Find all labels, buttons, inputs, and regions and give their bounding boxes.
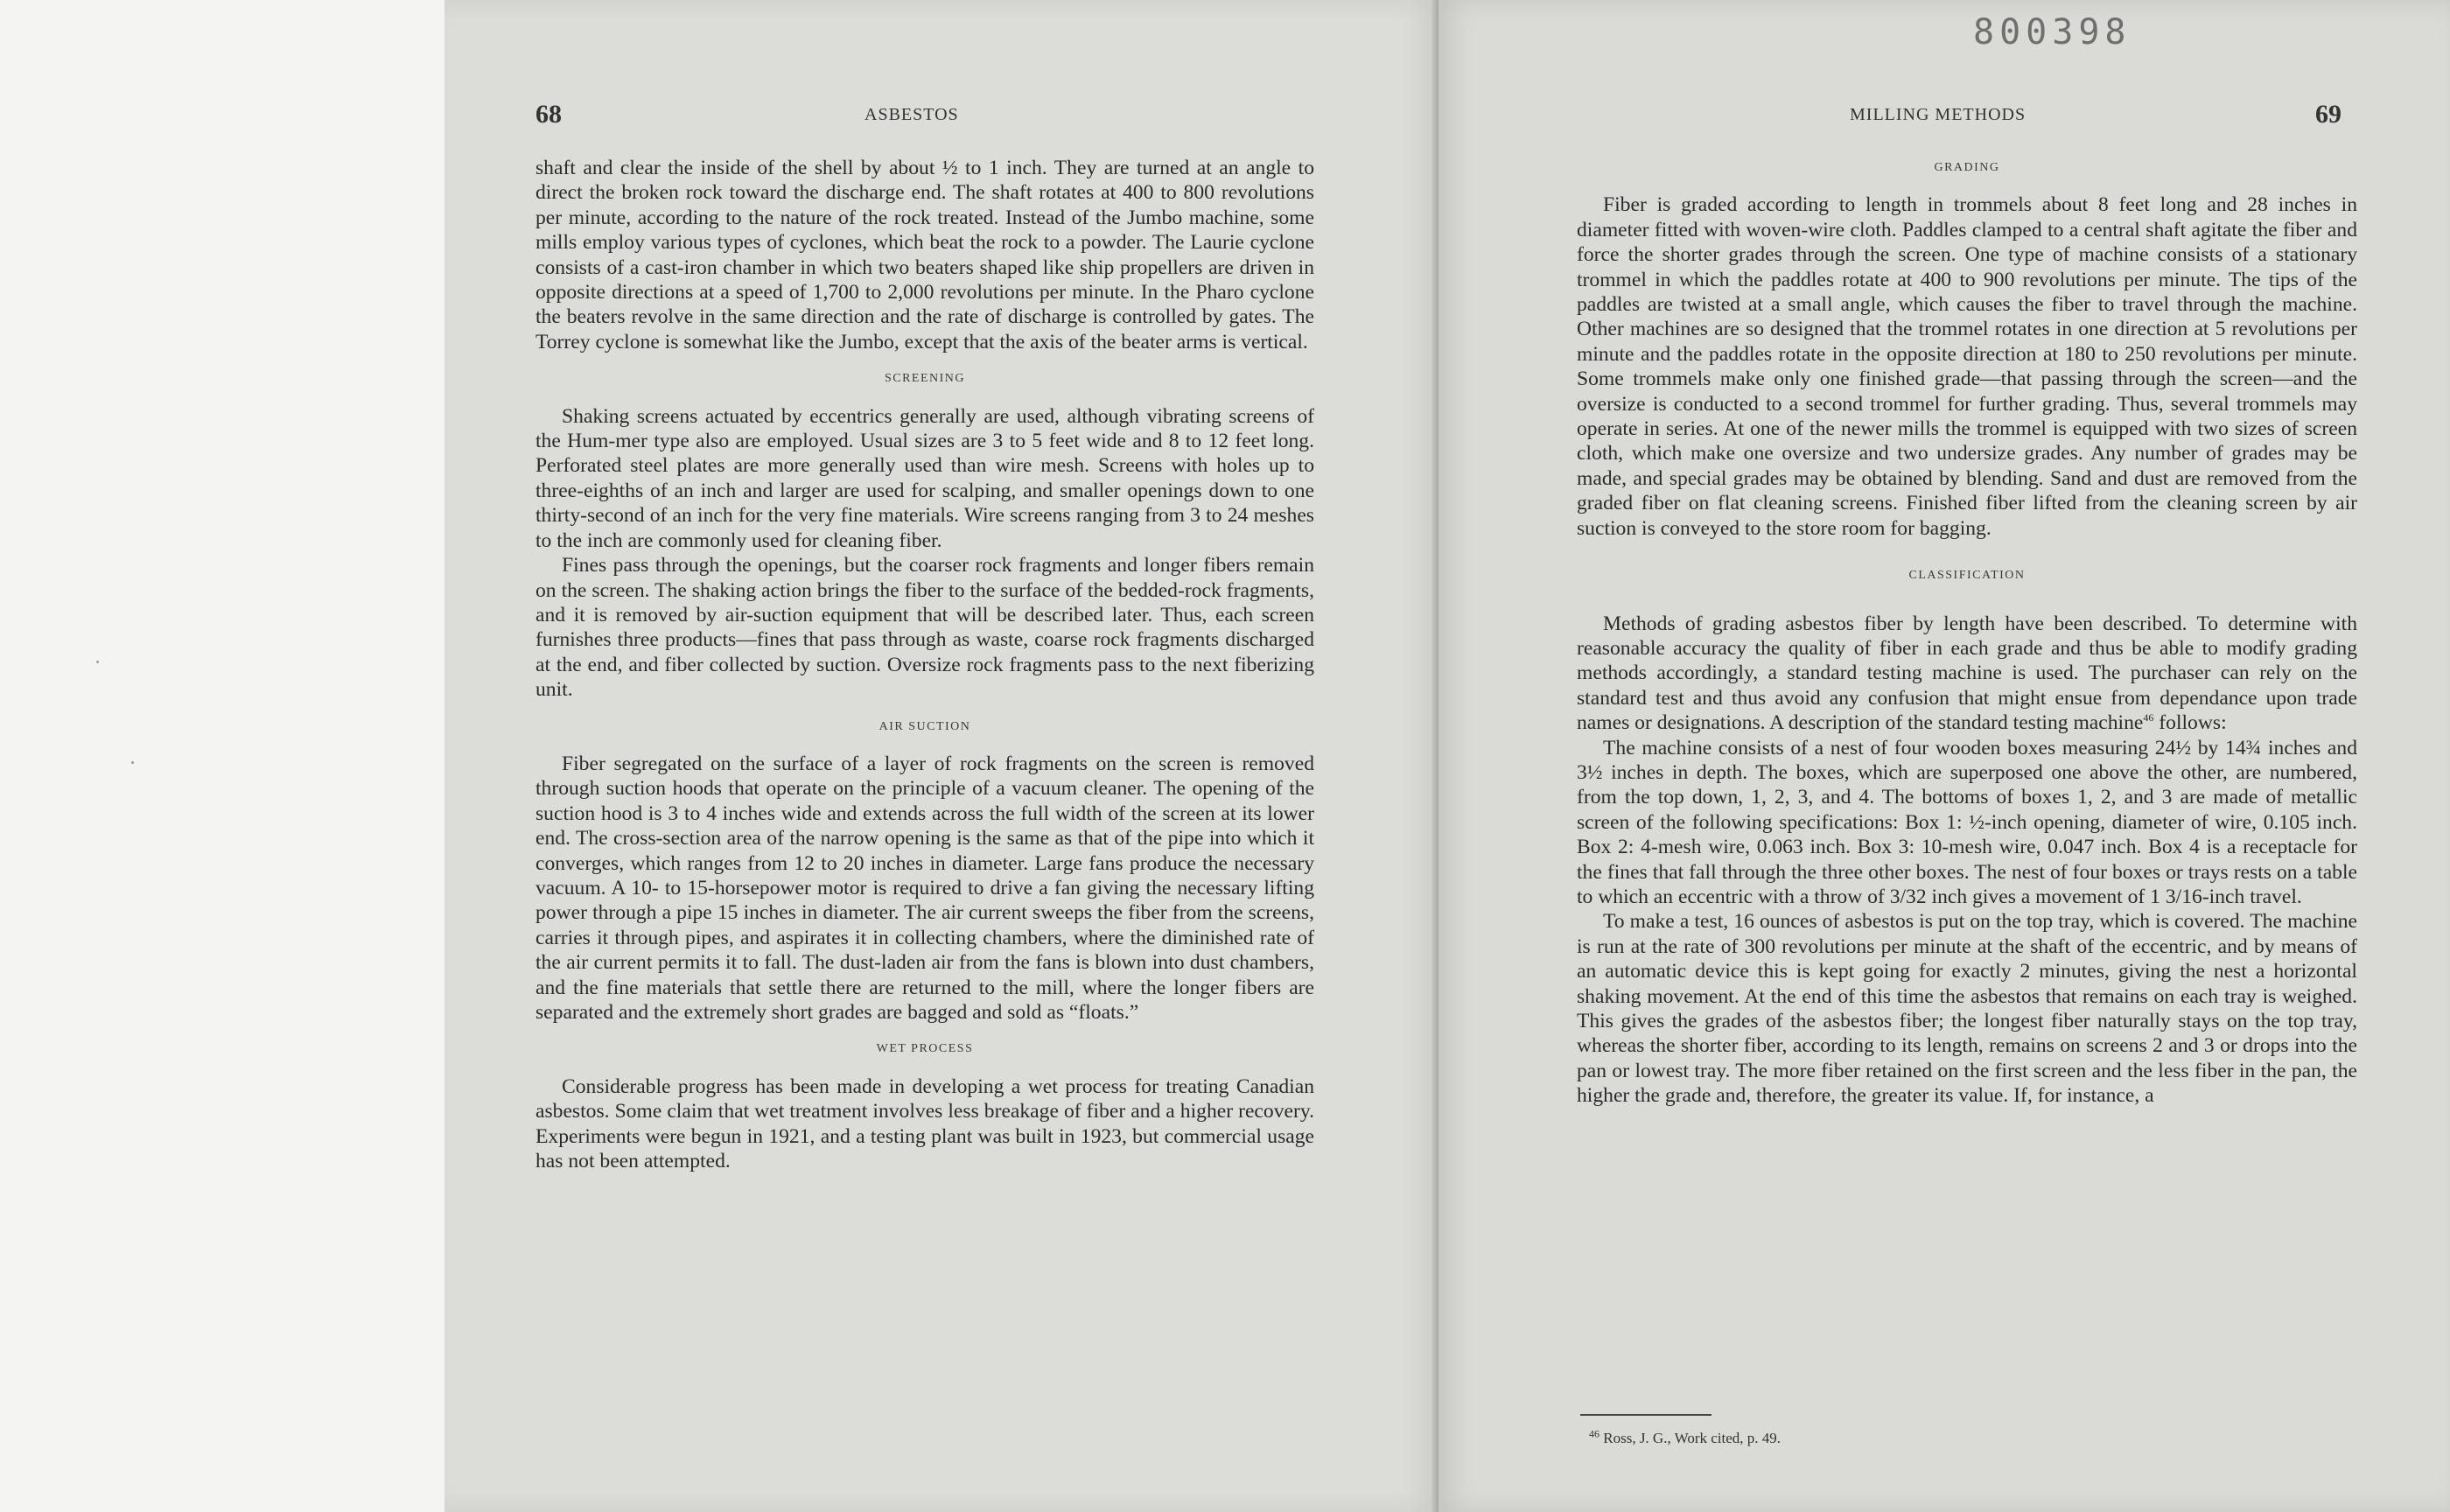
section-heading-classification: CLASSIFICATION (1908, 569, 2026, 583)
catalog-stamp: 800398 (1973, 12, 2132, 52)
section-heading-air-suction: AIR SUCTION (878, 719, 971, 733)
footnote-number: 46 (1589, 1427, 1600, 1440)
page-body (536, 156, 1314, 1173)
paragraph: Fines pass through the openings, but the coarser rock fragments and longer fibers remain on the screen. The shaking action brings the fiber to the surface of the bedded-rock fragments, and it is removed by air-suction equipment that will be described later. Thus, each screen furnishes three products—fines that pass through as waste, coarse rock fragments discharged at the end, and fiber collected by suction. Oversize rock fragments pass to the next fiberizing unit. (536, 554, 1314, 702)
page-number: 69 (2315, 100, 2342, 129)
section-heading-wet-process: WET PROCESS (876, 1042, 974, 1056)
paragraph: Considerable progress has been made in developing a wet process for treating Canadian asbestos. Some claim that wet treatment involves less breakage of fiber and a higher recovery. Experiments were begun in 1921, and a testing plant was built in 1923, but commercial usage has not been attempted. (536, 1074, 1314, 1173)
right-page (1438, 0, 2450, 1512)
footnote (1589, 1427, 1782, 1447)
paragraph: Fiber is graded according to length in trommels about 8 feet long and 28 inches in diameter fitted with woven-wire cloth. Paddles clamped to a central shaft agitate the fiber and force the shorter grades through the screen. One type of machine consists of a stationary trommel in which the paddles rotate at 400 to 900 revolutions per minute. The tips of the paddles are twisted at a small angle, which causes the fiber to travel through the machine. Other machines are so designed that the trommel rotates in one direction at 5 revolutions per minute and the paddles rotate in the opposite direction at 180 to 250 revolutions per minute. Some trommels make only one finished grade—that passing through the screen—and the oversize is conducted to a second trommel for further grading. Thus, several trommels may operate in series. At one of the newer mills the trommel is equipped with two sizes of screen cloth, which make one oversize and two undersize grades. Any number of grades may be made, and special grades may be obtained by blending. Sand and dust are removed from the graded fiber on flat cleaning screens. Finished fiber lifted from the cleaning screen by air suction is conveyed to the store room for bagging. (1577, 193, 2357, 540)
paragraph: Fiber segregated on the surface of a layer of rock fragments on the screen is removed through suction hoods that operate on the principle of a vacuum cleaner. The opening of the suction hood is 3 to 4 inches wide and extends across the full width of the screen at its lower end. The cross-section area of the narrow opening is the same as that of the pipe into which it converges, which ranges from 12 to 20 inches in diameter. Large fans produce the necessary vacuum. A 10- to 15-horsepower motor is required to drive a fan giving the necessary lifting power through a pipe 15 inches in diameter. The air current sweeps the fiber from the screens, carries it through pipes, and aspirates it in collecting chambers, where the diminished rate of the air current permits it to fall. The dust-laden air from the fans is blown into dust chambers, and the fine materials that settle there are returned to the mill, where the longer fibers are separated and the extremely short grades are bagged and sold as “floats.” (536, 752, 1314, 1024)
page-header (444, 96, 1438, 135)
dust-speck (131, 761, 134, 764)
dust-speck (96, 661, 99, 663)
left-page (444, 0, 1438, 1512)
running-title: ASBESTOS (864, 105, 959, 124)
paragraph: The machine consists of a nest of four wooden boxes measuring 24½ by 14¾ inches and 3½ inches in depth. The boxes, which are superposed one above the other, are numbered, from the top down, 1, 2, 3, and 4. The bottoms of boxes 1, 2, and 3 are made of metallic screen of the following specifications: Box 1: ½-inch opening, diameter of wire, 0.105 inch. Box 2: 4-mesh wire, 0.063 inch. Box 3: 10-mesh wire, 0.047 inch. Box 4 is a receptacle for the fines that fall through the three other boxes. The nest of four boxes or trays rests on a table to which an eccentric with a throw of 3/32 inch gives a movement of 1 3/16-inch travel. (1577, 736, 2357, 908)
paragraph: Shaking screens actuated by eccentrics generally are used, although vibrating screens of the Hum-mer type also are employed. Usual sizes are 3 to 5 feet wide and 8 to 12 feet long. Perforated steel plates are more generally used than wire mesh. Screens with holes up to three-eighths of an inch and larger are used for scalping, and smaller openings down to one thirty-second of an inch for the very fine materials. Wire screens ranging from 3 to 24 meshes to the inch are commonly used for cleaning fiber. (536, 404, 1314, 552)
paragraph (1577, 612, 2357, 736)
paragraph: shaft and clear the inside of the shell by about ½ to 1 inch. They are turned at an angle to direct the broken rock toward the discharge end. The shaft rotates at 400 to 800 revolutions per minute, according to the nature of the rock treated. Instead of the Jumbo machine, some mills employ various types of cyclones, which beat the rock to a powder. The Laurie cyclone consists of a cast-iron chamber in which two beaters shaped like ship propellers are driven in opposite directions at a speed of 1,700 to 2,000 revolutions per minute. In the Pharo cyclone the beaters revolve in the same direction and the rate of discharge is controlled by gates. The Torrey cyclone is somewhat like the Jumbo, except that the axis of the beater arms is vertical. (536, 157, 1314, 354)
section-heading-grading: GRADING (1934, 161, 2000, 174)
page-header (1438, 96, 2450, 135)
paragraph: To make a test, 16 ounces of asbestos is put on the top tray, which is covered. The machine is run at the rate of 300 revolutions per minute at the shaft of the eccentric, and by means of an automatic device this is kept going for exactly 2 minutes, giving the nest a horizontal shaking movement. At the end of this time the asbestos that remains on each tray is weighed. This gives the grades of the asbestos fiber; the longest fiber naturally stays on the top tray, whereas the shorter fiber, according to its length, remains on screens 2 and 3 or drops into the pan or lowest tray. The more fiber retained on the first screen and the less fiber in the pan, the higher the grade and, therefore, the greater its value. If, for instance, a (1577, 910, 2357, 1108)
paragraph-text: follows: (2153, 711, 2227, 735)
paragraph-text: Methods of grading asbestos fiber by length have been described. To determine with reasonable accuracy the quality of fiber in each grade and thus be able to modify grading methods accordingly, a standard testing machine is used. The purchaser can rely on the standard test and thus avoid any confusion that might ensue from dependance upon trade names or designations. A description of the standard testing machine (1577, 612, 2357, 735)
section-heading-screening: SCREENING (884, 372, 966, 386)
footnote-text: Ross, J. G., Work cited, p. 49. (1600, 1430, 1782, 1446)
running-title: MILLING METHODS (1850, 105, 2026, 124)
page-body (1577, 156, 2357, 1109)
footnote-reference: 46 (2143, 711, 2154, 724)
footnote-divider (1580, 1414, 1712, 1416)
page-number: 68 (536, 100, 562, 129)
